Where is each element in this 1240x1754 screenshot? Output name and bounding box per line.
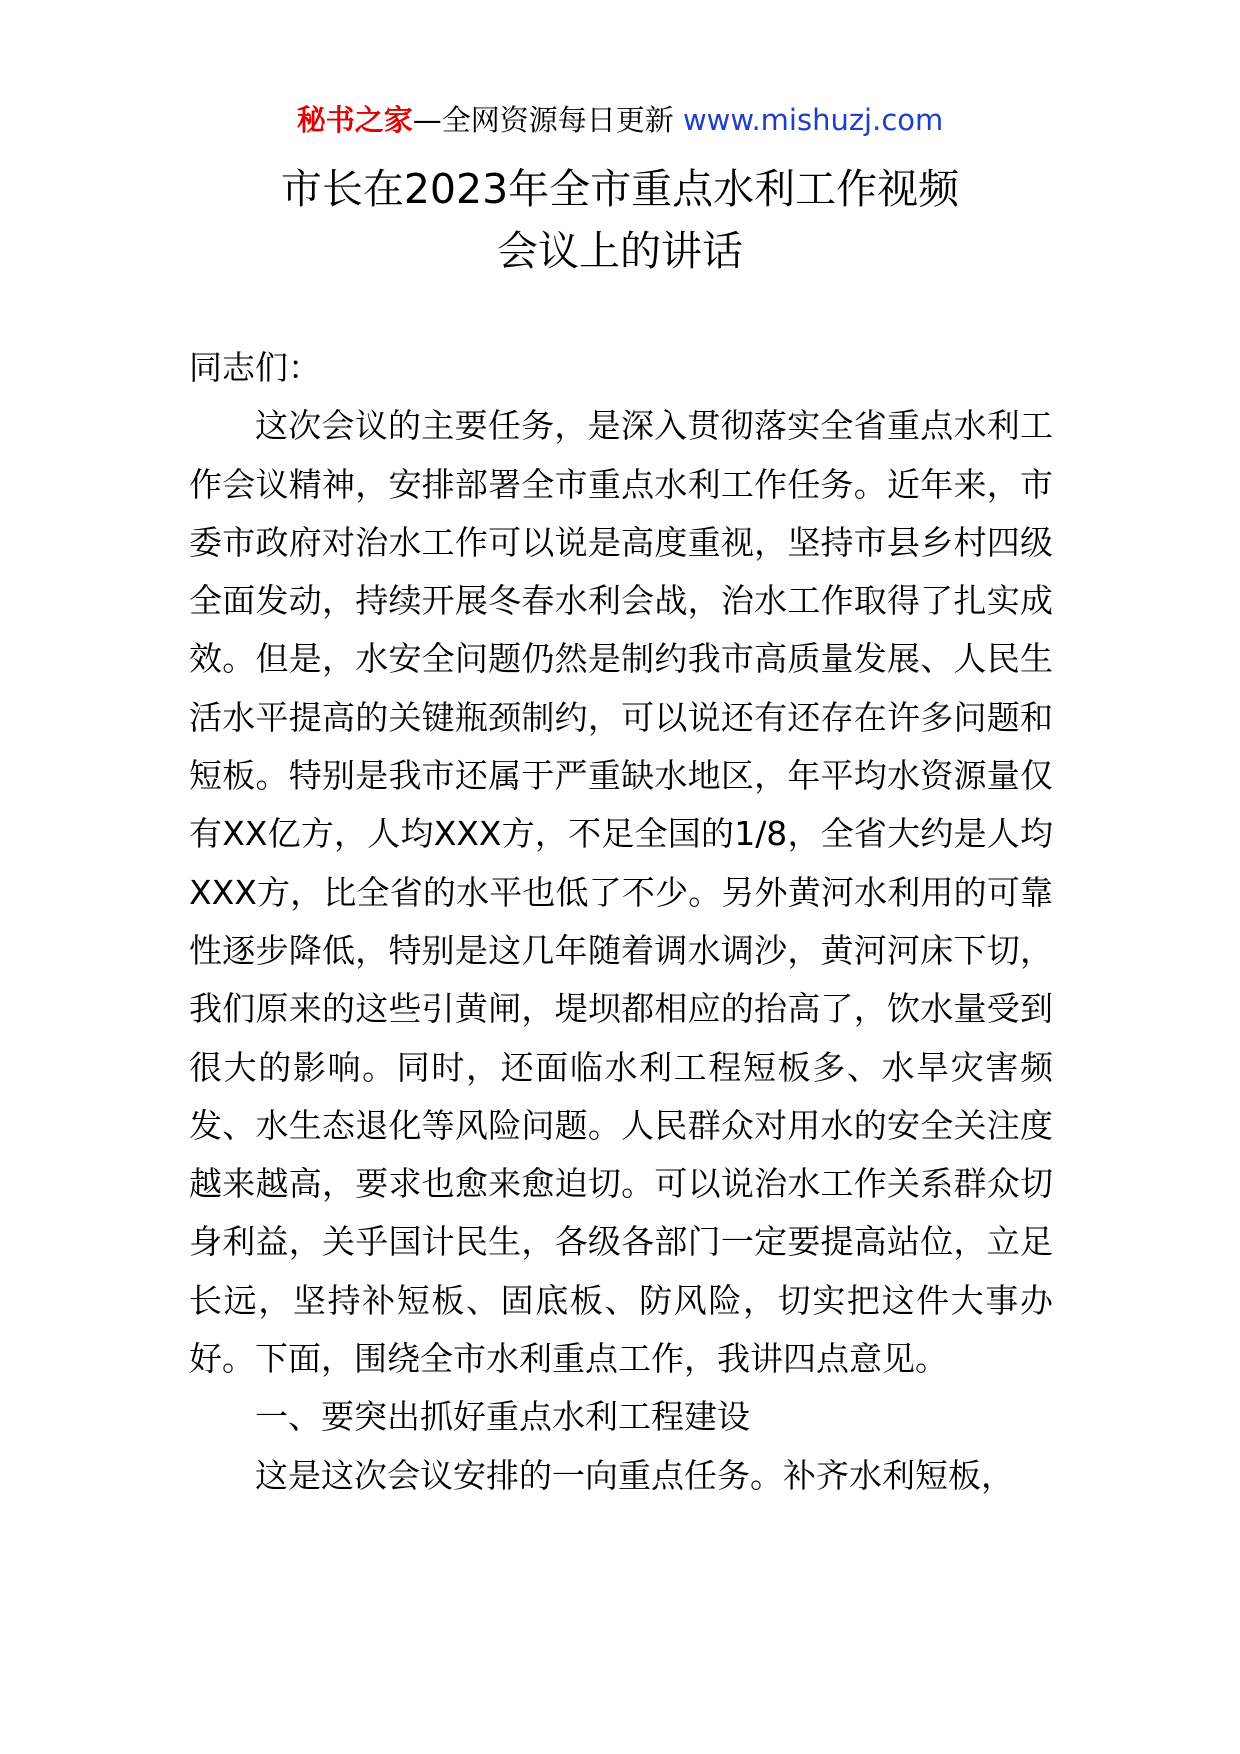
document-title	[0, 158, 1240, 282]
body-paragraph: 这次会议的主要任务，是深入贯彻落实全省重点水利工作会议精神，安排部署全市重点水利工作任务。近年来，市委市政府对治水工作可以说是高度重视，坚持市县乡村四级全面发动，持续开展冬春水利会战，治水工作取得了扎实成效。但是，水安全问题仍然是制约我市高质量发展、人民生活水平提高的关键瓶颈制约，可以说还有还存在许多问题和短板。特别是我市还属于严重缺水地区，年平均水资源量仅有XX亿方，人均XXX方，不足全国的1/8，全省大约是人均XXX方，比全省的水平也低了不少。另外黄河水利用的可靠性逐步降低，特别是这几年随着调水调沙，黄河河床下切，我们原来的这些引黄闸，堤坝都相应的抬高了，饮水量受到很大的影响。同时，还面临水利工程短板多、水旱灾害频发、水生态退化等风险问题。人民群众对用水的安全关注度越来越高，要求也愈来愈迫切。可以说治水工作关系群众切身利益，关乎国计民生，各级各部门一定要提高站位，立足长远，坚持补短板、固底板、防风险，切实把这件大事办好。下面，围绕全市水利重点工作，我讲四点意见。	[189, 406, 1053, 1379]
title-line-2: 会议上的讲话	[497, 227, 743, 275]
watermark-header	[0, 100, 1240, 140]
watermark-tagline: —全网资源每日更新	[412, 103, 674, 137]
watermark-url[interactable]: www.mishuzj.com	[682, 103, 944, 137]
greeting: 同志们：	[189, 348, 321, 387]
watermark-brand: 秘书之家	[296, 103, 413, 137]
body-paragraph: 这是这次会议安排的一向重点任务。补齐水利短板，	[255, 1455, 1014, 1495]
title-line-1: 市长在2023年全市重点水利工作视频	[280, 165, 960, 213]
document-body	[189, 339, 1053, 1505]
section-heading: 一、要突出抓好重点水利工程建设	[255, 1397, 750, 1437]
